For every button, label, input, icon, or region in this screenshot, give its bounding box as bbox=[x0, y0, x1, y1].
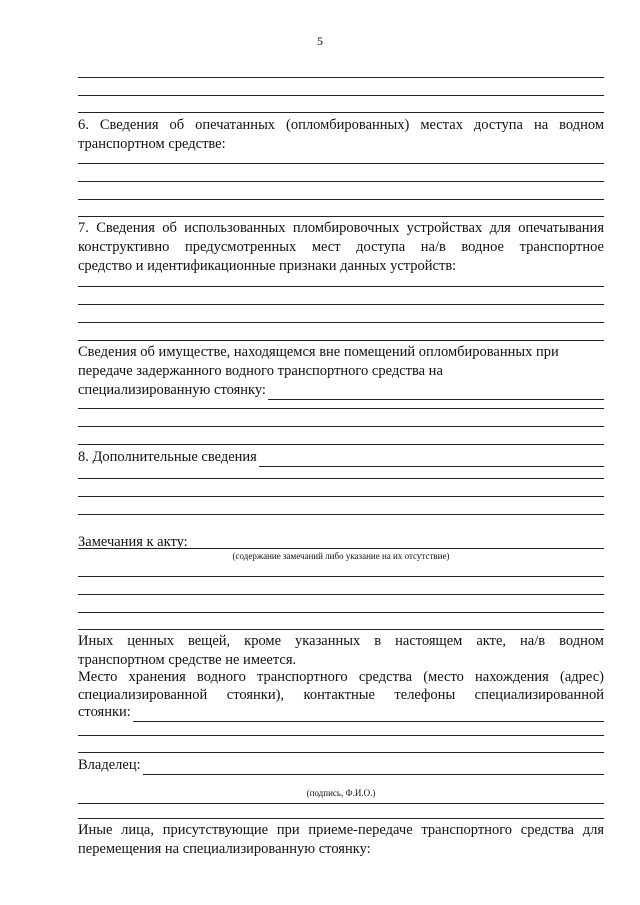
blank-line bbox=[78, 199, 604, 200]
blank-line bbox=[78, 735, 604, 736]
blank-line bbox=[78, 629, 604, 630]
storage-line-2: специализированной стоянки), контактные телефоны специализированной bbox=[78, 687, 604, 703]
blank-line bbox=[78, 594, 604, 595]
blank-line bbox=[78, 77, 604, 78]
property-line-1: Сведения об имуществе, находящемся вне помещений опломбированных при bbox=[78, 344, 559, 360]
blank-line bbox=[78, 216, 604, 217]
blank-line bbox=[78, 548, 604, 549]
page-number: 5 bbox=[317, 34, 323, 48]
remarks-label: Замечания к акту: bbox=[78, 534, 188, 550]
section-6-line-2: транспортном средстве: bbox=[78, 136, 226, 152]
property-label: специализированную стоянку: bbox=[78, 382, 266, 398]
fill-line bbox=[133, 708, 604, 722]
property-line-3 bbox=[78, 381, 604, 400]
blank-line bbox=[78, 478, 604, 479]
blank-line bbox=[78, 408, 604, 409]
blank-line bbox=[78, 803, 604, 804]
blank-line bbox=[78, 181, 604, 182]
blank-line bbox=[78, 340, 604, 341]
blank-line bbox=[78, 426, 604, 427]
blank-line bbox=[78, 95, 604, 96]
fill-line bbox=[143, 761, 604, 775]
property-line-2: передаче задержанного водного транспортного средства на bbox=[78, 363, 443, 379]
blank-line bbox=[78, 286, 604, 287]
fill-line bbox=[268, 386, 604, 400]
others-line-2: перемещения на специализированную стоянку: bbox=[78, 841, 371, 857]
blank-line bbox=[78, 322, 604, 323]
storage-label: стоянки: bbox=[78, 704, 131, 720]
section-8-label: 8. Дополнительные сведения bbox=[78, 449, 257, 465]
storage-line-3 bbox=[78, 703, 604, 722]
others-line-1: Иные лица, присутствующие при приеме-передаче транспортного средства для bbox=[78, 822, 604, 838]
section-7-line-3: средство и идентификационные признаки данных устройств: bbox=[78, 258, 457, 274]
section-7-line-1: 7. Сведения об использованных пломбировочных устройствах для опечатывания bbox=[78, 220, 604, 236]
blank-line bbox=[78, 112, 604, 113]
valuables-line-2: транспортном средстве не имеется. bbox=[78, 652, 297, 668]
section-7-line-2: конструктивно предусмотренных мест доступа на/в водное транспортное bbox=[78, 239, 604, 255]
owner-caption: (подпись, Ф.И.О.) bbox=[306, 788, 376, 798]
blank-line bbox=[78, 752, 604, 753]
owner-line bbox=[78, 756, 604, 775]
storage-line-1: Место хранения водного транспортного средства (место нахождения (адрес) bbox=[78, 669, 604, 685]
blank-line bbox=[78, 514, 604, 515]
valuables-line-1: Иных ценных вещей, кроме указанных в настоящем акте, на/в водном bbox=[78, 633, 604, 649]
section-6-line-1: 6. Сведения об опечатанных (опломбированных) местах доступа на водном bbox=[78, 117, 604, 133]
section-8-line bbox=[78, 448, 604, 467]
blank-line bbox=[78, 612, 604, 613]
blank-line bbox=[78, 163, 604, 164]
blank-line bbox=[78, 304, 604, 305]
owner-label: Владелец: bbox=[78, 757, 141, 773]
fill-line bbox=[259, 453, 604, 467]
remarks-caption: (содержание замечаний либо указание на их отсутствие) bbox=[232, 551, 450, 561]
blank-line bbox=[78, 444, 604, 445]
blank-line bbox=[78, 496, 604, 497]
blank-line bbox=[78, 818, 604, 819]
blank-line bbox=[78, 576, 604, 577]
